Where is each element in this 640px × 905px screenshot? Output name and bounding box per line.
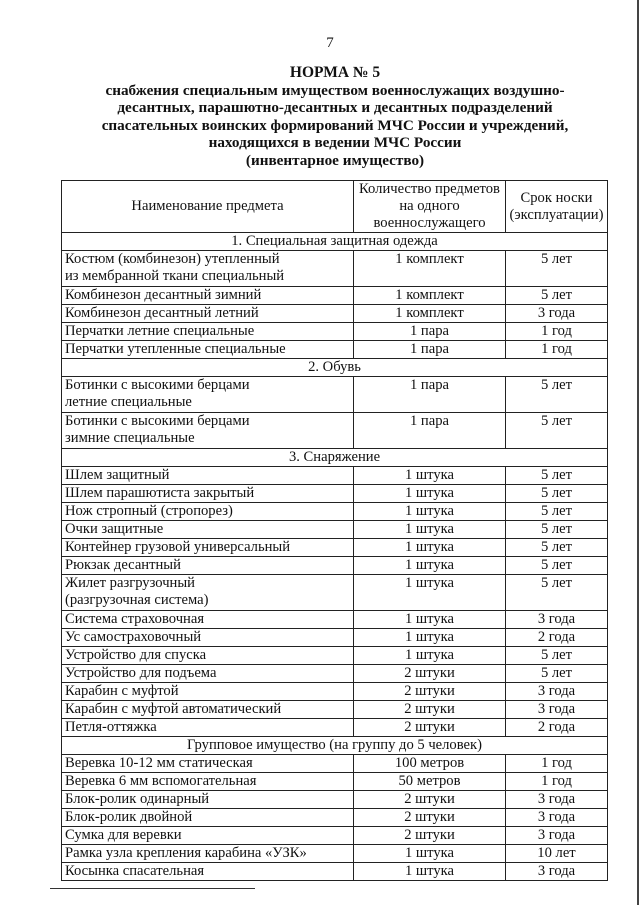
- item-service-term: 5 лет: [506, 287, 608, 305]
- item-name: [62, 647, 354, 665]
- item-name-line: (разгрузочная система): [65, 592, 209, 608]
- table-row: [62, 809, 608, 827]
- table-row: [62, 251, 608, 287]
- item-quantity: 1 штука: [354, 647, 506, 665]
- item-name-line: Устройство для спуска: [65, 647, 207, 663]
- item-service-term: 5 лет: [506, 539, 608, 557]
- item-name-line: Блок-ролик одинарный: [65, 791, 210, 807]
- item-name: [62, 305, 354, 323]
- item-name: [62, 701, 354, 719]
- table-row: [62, 701, 608, 719]
- item-name: [62, 863, 354, 881]
- item-service-term: 2 года: [506, 629, 608, 647]
- item-name: [62, 377, 354, 413]
- table-row: [62, 647, 608, 665]
- table-row: [62, 323, 608, 341]
- item-name: [62, 755, 354, 773]
- item-quantity: 1 штука: [354, 485, 506, 503]
- header-quantity: [354, 181, 506, 233]
- item-quantity: 1 комплект: [354, 305, 506, 323]
- item-quantity: 1 комплект: [354, 251, 506, 287]
- item-service-term: 3 года: [506, 863, 608, 881]
- title-line: десантных, парашютно-десантных и десантных подразделений: [117, 99, 553, 117]
- footnote-separator: [50, 888, 255, 889]
- item-quantity: 2 штуки: [354, 719, 506, 737]
- item-name-line: Рамка узла крепления карабина «УЗК»: [65, 845, 307, 861]
- item-quantity: 2 штуки: [354, 683, 506, 701]
- item-service-term: 5 лет: [506, 251, 608, 287]
- item-service-term: 1 год: [506, 755, 608, 773]
- item-quantity: 2 штуки: [354, 809, 506, 827]
- item-quantity: 2 штуки: [354, 827, 506, 845]
- table-row: [62, 845, 608, 863]
- table-row: [62, 863, 608, 881]
- item-name-line: Жилет разгрузочный: [65, 575, 195, 591]
- item-service-term: 5 лет: [506, 377, 608, 413]
- item-service-term: 5 лет: [506, 521, 608, 539]
- item-quantity: 1 комплект: [354, 287, 506, 305]
- item-quantity: 1 штука: [354, 629, 506, 647]
- item-service-term: 3 года: [506, 827, 608, 845]
- table-row: [62, 791, 608, 809]
- table-row: [62, 683, 608, 701]
- item-name-line: Ботинки с высокими берцами: [65, 377, 250, 393]
- item-name-line: Карабин с муфтой: [65, 683, 179, 699]
- header-item-name: Наименование предмета: [62, 181, 354, 233]
- item-name: [62, 611, 354, 629]
- item-name-line: Комбинезон десантный зимний: [65, 287, 262, 303]
- item-quantity: 1 пара: [354, 413, 506, 449]
- title-line: спасательных воинских формирований МЧС России и учреждений,: [101, 116, 569, 134]
- item-name-line: Петля-оттяжка: [65, 719, 157, 735]
- table-row: [62, 557, 608, 575]
- item-name: [62, 287, 354, 305]
- item-name-line: Веревка 10-12 мм статическая: [65, 755, 253, 771]
- item-service-term: 5 лет: [506, 557, 608, 575]
- item-name: [62, 827, 354, 845]
- header-quantity-line: военнослужащего: [373, 215, 486, 231]
- item-service-term: 2 года: [506, 719, 608, 737]
- item-quantity: 1 штука: [354, 467, 506, 485]
- item-service-term: 1 год: [506, 341, 608, 359]
- item-name: [62, 629, 354, 647]
- item-name: [62, 809, 354, 827]
- section-row: [62, 359, 608, 377]
- table-row: [62, 755, 608, 773]
- item-service-term: 3 года: [506, 305, 608, 323]
- item-name: [62, 575, 354, 611]
- item-name: [62, 845, 354, 863]
- table-row: [62, 287, 608, 305]
- section-title: 2. Обувь: [62, 359, 608, 377]
- header-term-line: Срок носки: [520, 189, 593, 206]
- item-name-line: Система страховочная: [65, 611, 205, 627]
- item-name: [62, 485, 354, 503]
- item-service-term: 3 года: [506, 809, 608, 827]
- item-name: [62, 323, 354, 341]
- title-line: снабжения специальным имуществом военнослужащих воздушно-: [105, 81, 565, 99]
- table-row: [62, 341, 608, 359]
- item-service-term: 3 года: [506, 611, 608, 629]
- item-name-line: Устройство для подъема: [65, 665, 217, 681]
- item-service-term: 5 лет: [506, 467, 608, 485]
- table-row: [62, 539, 608, 557]
- item-name-line: Костюм (комбинезон) утепленный: [65, 251, 280, 267]
- table-row: [62, 629, 608, 647]
- item-name-line: Сумка для веревки: [65, 827, 182, 843]
- table-row: [62, 413, 608, 449]
- item-service-term: 5 лет: [506, 485, 608, 503]
- title-line: (инвентарное имущество): [245, 151, 425, 169]
- table-row: [62, 719, 608, 737]
- item-service-term: 5 лет: [506, 665, 608, 683]
- table-row: [62, 827, 608, 845]
- item-service-term: 5 лет: [506, 413, 608, 449]
- item-name-line: летние специальные: [65, 394, 192, 410]
- item-name-line: Очки защитные: [65, 521, 164, 537]
- table-row: [62, 485, 608, 503]
- header-term-line: (эксплуатации): [509, 206, 604, 223]
- item-name: [62, 539, 354, 557]
- item-quantity: 1 штука: [354, 863, 506, 881]
- item-name: [62, 665, 354, 683]
- table-row: [62, 773, 608, 791]
- section-title: 3. Снаряжение: [62, 449, 608, 467]
- item-name-line: Веревка 6 мм вспомогательная: [65, 773, 257, 789]
- table-row: [62, 665, 608, 683]
- item-service-term: 3 года: [506, 791, 608, 809]
- item-name: [62, 251, 354, 287]
- item-quantity: 1 штука: [354, 575, 506, 611]
- item-name-line: Ботинки с высокими берцами: [65, 413, 250, 429]
- item-service-term: 3 года: [506, 701, 608, 719]
- item-name-line: Перчатки утепленные специальные: [65, 341, 286, 357]
- item-quantity: 1 штука: [354, 845, 506, 863]
- item-name-line: Карабин с муфтой автоматический: [65, 701, 282, 717]
- table-row: [62, 377, 608, 413]
- table-row: [62, 611, 608, 629]
- item-quantity: 1 штука: [354, 503, 506, 521]
- item-quantity: 1 штука: [354, 539, 506, 557]
- item-name: [62, 773, 354, 791]
- item-service-term: 5 лет: [506, 647, 608, 665]
- section-row: [62, 737, 608, 755]
- item-name-line: Ус самостраховочный: [65, 629, 202, 645]
- table-row: [62, 503, 608, 521]
- item-quantity: 2 штуки: [354, 701, 506, 719]
- item-name: [62, 557, 354, 575]
- item-name: [62, 413, 354, 449]
- item-service-term: 10 лет: [506, 845, 608, 863]
- header-quantity-line: Количество предметов: [359, 181, 500, 197]
- table-row: [62, 467, 608, 485]
- item-quantity: 100 метров: [354, 755, 506, 773]
- page-number: 7: [326, 35, 334, 51]
- item-name: [62, 467, 354, 485]
- header-quantity-line: на одного: [399, 198, 460, 214]
- item-name: [62, 683, 354, 701]
- document-title: [60, 64, 610, 170]
- table-row: [62, 521, 608, 539]
- table-row: [62, 575, 608, 611]
- item-name-line: Нож стропный (стропорез): [65, 503, 233, 519]
- item-name: [62, 341, 354, 359]
- item-name: [62, 503, 354, 521]
- scan-edge-line: [637, 0, 639, 905]
- item-quantity: 2 штуки: [354, 665, 506, 683]
- item-name-line: Контейнер грузовой универсальный: [65, 539, 291, 555]
- item-quantity: 1 штука: [354, 521, 506, 539]
- item-quantity: 50 метров: [354, 773, 506, 791]
- item-name-line: Рюкзак десантный: [65, 557, 181, 573]
- supply-norm-table: [61, 180, 608, 881]
- table-header-row: [62, 181, 608, 233]
- item-name-line: Блок-ролик двойной: [65, 809, 193, 825]
- header-term: [506, 181, 608, 233]
- table-body: [62, 233, 608, 881]
- item-quantity: 1 штука: [354, 611, 506, 629]
- table-row: [62, 305, 608, 323]
- section-row: [62, 449, 608, 467]
- item-name-line: Шлем парашютиста закрытый: [65, 485, 255, 501]
- item-service-term: 3 года: [506, 683, 608, 701]
- section-title: 1. Специальная защитная одежда: [62, 233, 608, 251]
- norm-heading: НОРМА № 5: [289, 64, 381, 81]
- section-row: [62, 233, 608, 251]
- item-name-line: Перчатки летние специальные: [65, 323, 255, 339]
- item-quantity: 1 пара: [354, 323, 506, 341]
- item-quantity: 1 штука: [354, 557, 506, 575]
- item-service-term: 5 лет: [506, 575, 608, 611]
- item-name: [62, 719, 354, 737]
- item-name-line: Косынка спасательная: [65, 863, 205, 879]
- item-service-term: 1 год: [506, 323, 608, 341]
- item-quantity: 2 штуки: [354, 791, 506, 809]
- item-name-line: Комбинезон десантный летний: [65, 305, 259, 321]
- title-line: находящихся в ведении МЧС России: [208, 134, 462, 152]
- item-name-line: зимние специальные: [65, 430, 195, 446]
- item-name-line: Шлем защитный: [65, 467, 170, 483]
- section-title: Групповое имущество (на группу до 5 человек): [62, 737, 608, 755]
- item-service-term: 5 лет: [506, 503, 608, 521]
- item-service-term: 1 год: [506, 773, 608, 791]
- item-name: [62, 521, 354, 539]
- item-quantity: 1 пара: [354, 341, 506, 359]
- item-name: [62, 791, 354, 809]
- item-quantity: 1 пара: [354, 377, 506, 413]
- item-name-line: из мембранной ткани специальный: [65, 268, 285, 284]
